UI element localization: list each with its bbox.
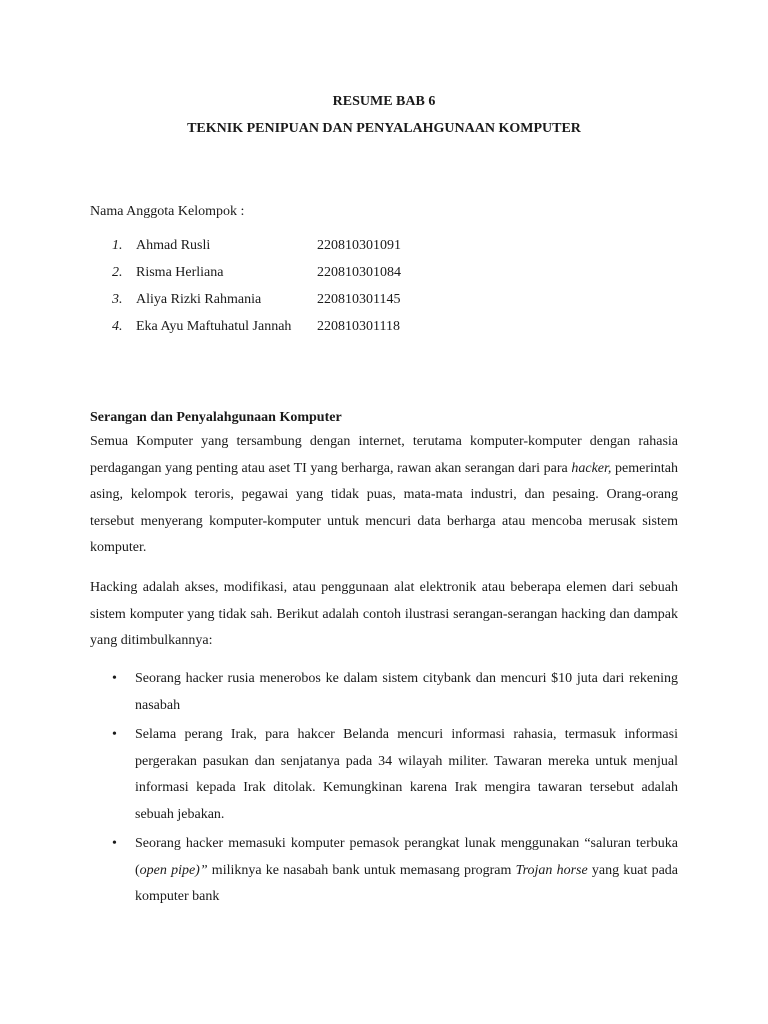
bullet-emphasis: Trojan horse bbox=[515, 862, 588, 878]
bullet-text: miliknya ke nasabah bank untuk memasang program bbox=[207, 862, 516, 878]
member-row bbox=[112, 290, 401, 317]
paragraph-hacking: Hacking adalah akses, modifikasi, atau penggunaan alat elektronik atau beberapa elemen dari sebuah sistem komputer yang tidak sah. Berikut adalah contoh ilustrasi serangan-serangan hacking dan dampak yang ditimbulkannya: bbox=[90, 580, 678, 648]
bullet-text: yang kuat pada komputer bank bbox=[135, 862, 679, 904]
member-id: 220810301091 bbox=[317, 238, 401, 253]
bullet-text: Seorang hacker rusia menerobos ke dalam sistem citybank dan mencuri $10 juta dari rekening nasabah bbox=[135, 671, 678, 713]
members-label: Nama Anggota Kelompok : bbox=[90, 204, 245, 219]
member-number: 2. bbox=[112, 265, 123, 280]
section-heading: Serangan dan Penyalahgunaan Komputer bbox=[90, 410, 342, 425]
paragraph-intro bbox=[90, 429, 678, 562]
paragraph-emphasis: hacker, bbox=[571, 460, 612, 476]
bullet-icon: • bbox=[112, 727, 117, 742]
member-name: Aliya Rizki Rahmania bbox=[136, 292, 262, 307]
title-line-1: RESUME BAB 6 bbox=[332, 94, 436, 109]
member-name: Eka Ayu Maftuhatul Jannah bbox=[136, 319, 292, 334]
bullet-emphasis: open pipe)” bbox=[139, 862, 208, 878]
member-number: 4. bbox=[112, 319, 123, 334]
bullet-item bbox=[112, 666, 678, 719]
member-row bbox=[112, 263, 401, 290]
member-id: 220810301084 bbox=[317, 265, 401, 280]
paragraph-text: Semua Komputer yang tersambung dengan internet, terutama komputer-komputer dengan rahasia perdagangan yang penting atau aset TI yang berharga, rawan akan serangan dari para bbox=[90, 434, 678, 476]
member-row bbox=[112, 236, 401, 263]
bullet-text: Selama perang Irak, para hakcer Belanda mencuri informasi rahasia, termasuk informasi pergerakan pasukan dan senjatanya pada 34 wilayah militer. Tawaran mereka untuk menjual informasi kepada Irak ditolak. Kemungkinan karena Irak mengira tawaran tersebut adalah sebuah jebakan. bbox=[135, 727, 678, 822]
member-number: 3. bbox=[112, 292, 123, 307]
bullet-item bbox=[112, 831, 678, 911]
member-id: 220810301118 bbox=[317, 319, 400, 334]
member-row bbox=[112, 317, 401, 344]
member-name: Risma Herliana bbox=[136, 265, 224, 280]
bullet-icon: • bbox=[112, 671, 117, 686]
bullet-list bbox=[112, 666, 678, 914]
member-name: Ahmad Rusli bbox=[136, 238, 211, 253]
bullet-item bbox=[112, 722, 678, 828]
bullet-text: Seorang hacker memasuki komputer pemasok perangkat lunak menggunakan “saluran terbuka ( bbox=[135, 836, 678, 878]
members-list bbox=[112, 236, 401, 344]
title-line-2: TEKNIK PENIPUAN DAN PENYALAHGUNAAN KOMPUTER bbox=[187, 121, 581, 136]
bullet-icon: • bbox=[112, 836, 117, 851]
document-title bbox=[0, 92, 768, 146]
member-number: 1. bbox=[112, 238, 123, 253]
paragraph-text: pemerintah asing, kelompok teroris, pegawai yang tidak puas, mata-mata industri, dan pesaing. Orang-orang tersebut menyerang komputer-komputer untuk mencuri data berharga atau mencoba merusak sistem komputer. bbox=[90, 460, 678, 555]
member-id: 220810301145 bbox=[317, 292, 401, 307]
